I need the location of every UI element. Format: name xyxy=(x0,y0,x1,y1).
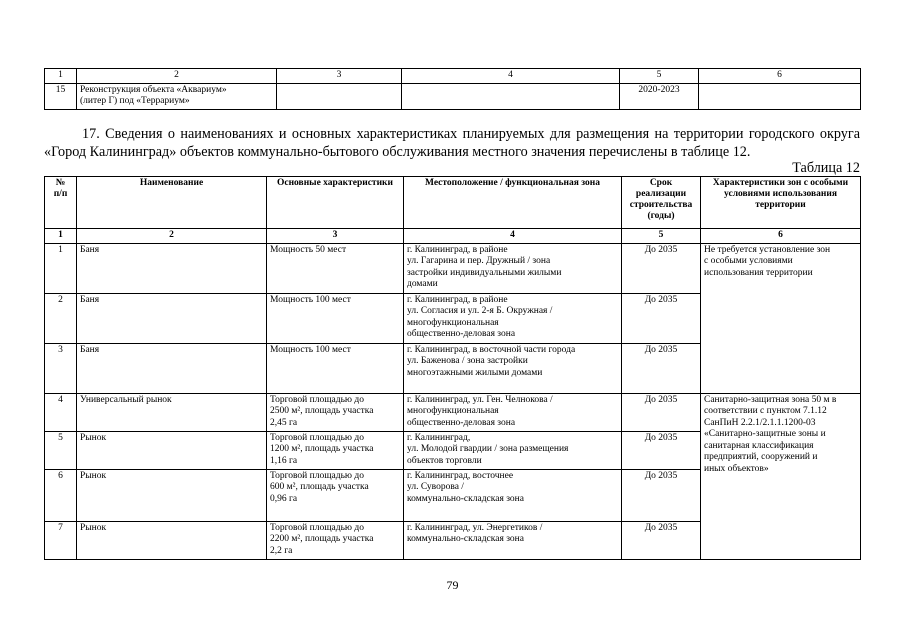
table-row xyxy=(45,243,861,293)
row-location: г. Калининград, в районе ул. Гагарина и пер. Дружный / зона застройки индивидуальными жилыми домами xyxy=(404,243,622,293)
row-number: 15 xyxy=(45,83,77,109)
row-characteristics: Мощность 100 мест xyxy=(267,293,404,343)
row-period: До 2035 xyxy=(622,343,701,393)
index-cell: 1 xyxy=(45,69,77,84)
index-cell: 4 xyxy=(404,229,622,244)
row-name: Реконструкция объекта «Аквариум» (литер Г) под «Террариум» xyxy=(77,83,277,109)
row-number: 6 xyxy=(45,469,77,521)
row-period: До 2035 xyxy=(622,393,701,431)
page-number: 79 xyxy=(446,578,459,592)
row-period: До 2035 xyxy=(622,469,701,521)
row-characteristics: Торговой площадью до 2200 м², площадь участка 2,2 га xyxy=(267,521,404,559)
row-name: Рынок xyxy=(77,431,267,469)
section-paragraph xyxy=(44,125,860,161)
table-row xyxy=(45,393,861,431)
header-period: Срок реализации строительства (годы) xyxy=(622,177,701,229)
row-location: г. Калининград, ул. Энергетиков / коммунально-складская зона xyxy=(404,521,622,559)
index-cell: 3 xyxy=(267,229,404,244)
row-location: г. Калининград, ул. Молодой гвардии / зона размещения объектов торговли xyxy=(404,431,622,469)
row-period: 2020-2023 xyxy=(620,83,699,109)
index-cell: 6 xyxy=(701,229,861,244)
row-period: До 2035 xyxy=(622,431,701,469)
row-location: г. Калининград, восточнее ул. Суворова / коммунально-складская зона xyxy=(404,469,622,521)
row-number: 5 xyxy=(45,431,77,469)
row-name: Баня xyxy=(77,343,267,393)
row-name: Рынок xyxy=(77,469,267,521)
row-number: 4 xyxy=(45,393,77,431)
header-zones: Характеристики зон с особыми условиями использования территории xyxy=(701,177,861,229)
index-cell: 2 xyxy=(77,229,267,244)
index-cell: 1 xyxy=(45,229,77,244)
header-num: № п/п xyxy=(45,177,77,229)
paragraph-text: 17. Сведения о наименованиях и основных характеристиках планируемых для размещения на территории городского округа «Город Калининград» объектов коммунально-бытового обслуживания местного значения перечислены в таблице 12. xyxy=(44,126,860,160)
row-number: 7 xyxy=(45,521,77,559)
header-name: Наименование xyxy=(77,177,267,229)
table-caption: Таблица 12 xyxy=(792,160,860,176)
table-row xyxy=(45,83,861,109)
row-number: 1 xyxy=(45,243,77,293)
table-header-row xyxy=(45,177,861,229)
row-location xyxy=(402,83,620,109)
row-period: До 2035 xyxy=(622,293,701,343)
row-characteristics: Торговой площадью до 2500 м², площадь участка 2,45 га xyxy=(267,393,404,431)
row-location: г. Калининград, ул. Ген. Челнокова / многофункциональная общественно-деловая зона xyxy=(404,393,622,431)
row-zones xyxy=(699,83,861,109)
row-name: Баня xyxy=(77,243,267,293)
table-index-row xyxy=(45,229,861,244)
index-cell: 6 xyxy=(699,69,861,84)
row-period: До 2035 xyxy=(622,243,701,293)
row-name: Универсальный рынок xyxy=(77,393,267,431)
index-cell: 4 xyxy=(402,69,620,84)
row-location: г. Калининград, в районе ул. Согласия и ул. 2-я Б. Окружная / многофункциональная общественно-деловая зона xyxy=(404,293,622,343)
header-location: Местоположение / функциональная зона xyxy=(404,177,622,229)
row-name: Рынок xyxy=(77,521,267,559)
index-cell: 2 xyxy=(77,69,277,84)
row-characteristics: Торговой площадью до 600 м², площадь участка 0,96 га xyxy=(267,469,404,521)
row-name: Баня xyxy=(77,293,267,343)
row-number: 3 xyxy=(45,343,77,393)
row-period: До 2035 xyxy=(622,521,701,559)
table-12 xyxy=(44,176,861,560)
row-zones: Санитарно-защитная зона 50 м в соответствии с пунктом 7.1.12 СанПиН 2.2.1/2.1.1.1200-03 «Санитарно-защитные зоны и санитарная классификация предприятий, сооружений и иных объектов» xyxy=(701,393,861,559)
row-characteristics: Торговой площадью до 1200 м², площадь участка 1,16 га xyxy=(267,431,404,469)
table-index-row xyxy=(45,69,861,84)
row-characteristics: Мощность 50 мест xyxy=(267,243,404,293)
continuation-table xyxy=(44,68,861,110)
row-location: г. Калининград, в восточной части города ул. Баженова / зона застройки многоэтажными жилыми домами xyxy=(404,343,622,393)
header-characteristics: Основные характеристики xyxy=(267,177,404,229)
row-characteristics xyxy=(277,83,402,109)
row-characteristics: Мощность 100 мест xyxy=(267,343,404,393)
row-number: 2 xyxy=(45,293,77,343)
index-cell: 3 xyxy=(277,69,402,84)
row-zones: Не требуется установление зон с особыми условиями использования территории xyxy=(701,243,861,393)
index-cell: 5 xyxy=(620,69,699,84)
index-cell: 5 xyxy=(622,229,701,244)
